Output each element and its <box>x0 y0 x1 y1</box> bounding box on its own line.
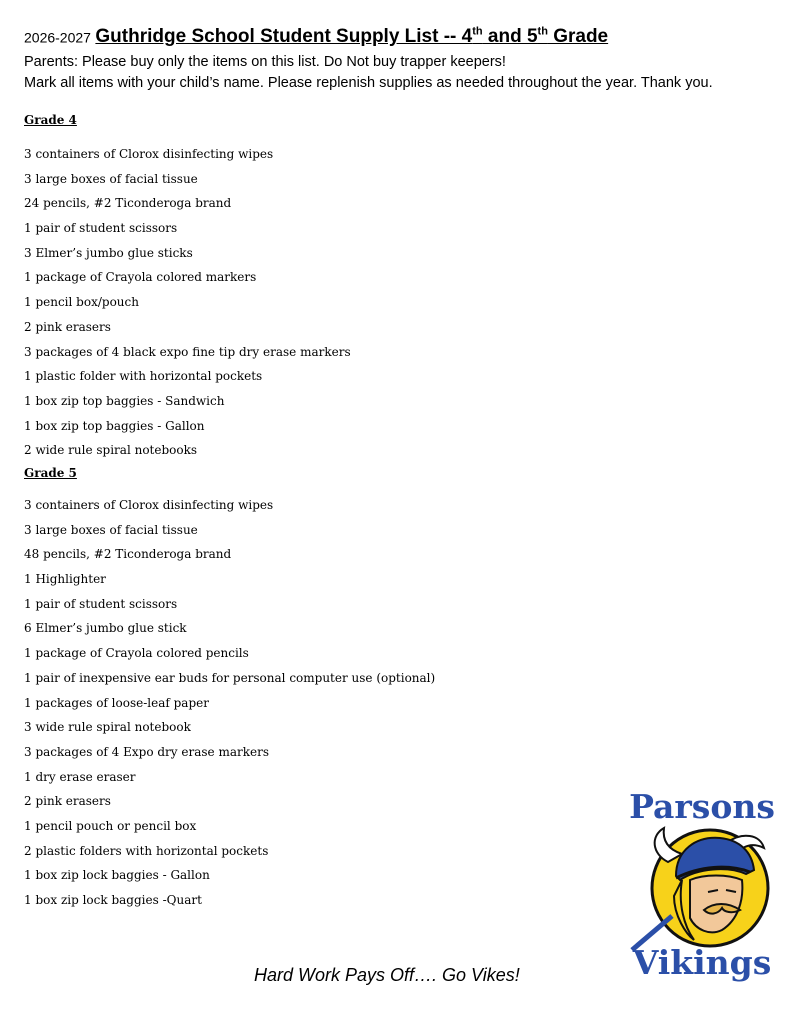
parent-note: Parents: Please buy only the items on this list. Do Not buy trapper keepers! <box>24 54 506 70</box>
list-item: 1 pair of student scissors <box>24 221 178 236</box>
list-item: 3 packages of 4 Expo dry erase markers <box>24 744 269 759</box>
parent-note-2: Mark all items with your child’s name. Please replenish supplies as needed throughout the year. Thank you. <box>24 75 713 91</box>
grade-5-heading: Grade 5 <box>24 466 77 480</box>
logo-top-text: Parsons <box>629 787 775 826</box>
parsons-vikings-logo <box>624 784 780 984</box>
list-item: 1 box zip top baggies - Gallon <box>24 418 205 433</box>
list-item: 1 box zip top baggies - Sandwich <box>24 393 225 408</box>
list-item: 3 packages of 4 black expo fine tip dry erase markers <box>24 344 351 359</box>
list-item: 1 Highlighter <box>24 572 106 587</box>
list-item: 3 large boxes of facial tissue <box>24 171 198 186</box>
title-line <box>24 26 608 48</box>
list-item: 1 package of Crayola colored markers <box>24 270 257 285</box>
list-item: 3 wide rule spiral notebook <box>24 720 191 735</box>
list-item: 2 pink erasers <box>24 794 111 809</box>
logo-bottom-text: Vikings <box>632 943 772 982</box>
page-title: Guthridge School Student Supply List -- 4th and 5th Grade <box>95 26 609 48</box>
list-item: 6 Elmer’s jumbo glue stick <box>24 621 187 636</box>
footer-motto: Hard Work Pays Off…. Go Vikes! <box>254 965 520 985</box>
list-item: 1 dry erase eraser <box>24 769 136 784</box>
list-item: 1 box zip lock baggies - Gallon <box>24 868 210 883</box>
grade-5-list <box>24 496 435 916</box>
list-item: 1 pair of student scissors <box>24 596 178 611</box>
list-item: 1 package of Crayola colored pencils <box>24 646 249 661</box>
list-item: 1 plastic folder with horizontal pockets <box>24 369 263 384</box>
list-item: 48 pencils, #2 Ticonderoga brand <box>24 547 232 562</box>
list-item: 1 pencil box/pouch <box>24 295 139 310</box>
list-item: 2 plastic folders with horizontal pockets <box>24 843 269 858</box>
list-item: 3 Elmer’s jumbo glue sticks <box>24 245 193 260</box>
list-item: 3 containers of Clorox disinfecting wipes <box>24 147 274 161</box>
list-item: 1 pair of inexpensive ear buds for personal computer use (optional) <box>24 670 436 685</box>
list-item: 3 large boxes of facial tissue <box>24 522 198 537</box>
list-item: 2 pink erasers <box>24 319 111 334</box>
list-item: 1 box zip lock baggies -Quart <box>24 893 202 907</box>
viking-mascot-icon <box>632 828 768 950</box>
school-year: 2026-2027 <box>24 29 91 46</box>
list-item: 2 wide rule spiral notebooks <box>24 443 198 458</box>
grade-4-heading: Grade 4 <box>24 113 77 127</box>
list-item: 24 pencils, #2 Ticonderoga brand <box>24 196 232 211</box>
list-item: 3 containers of Clorox disinfecting wipes <box>24 498 274 512</box>
list-item: 1 packages of loose-leaf paper <box>24 695 209 710</box>
grade-4-list <box>24 145 351 466</box>
list-item: 1 pencil pouch or pencil box <box>24 818 197 833</box>
